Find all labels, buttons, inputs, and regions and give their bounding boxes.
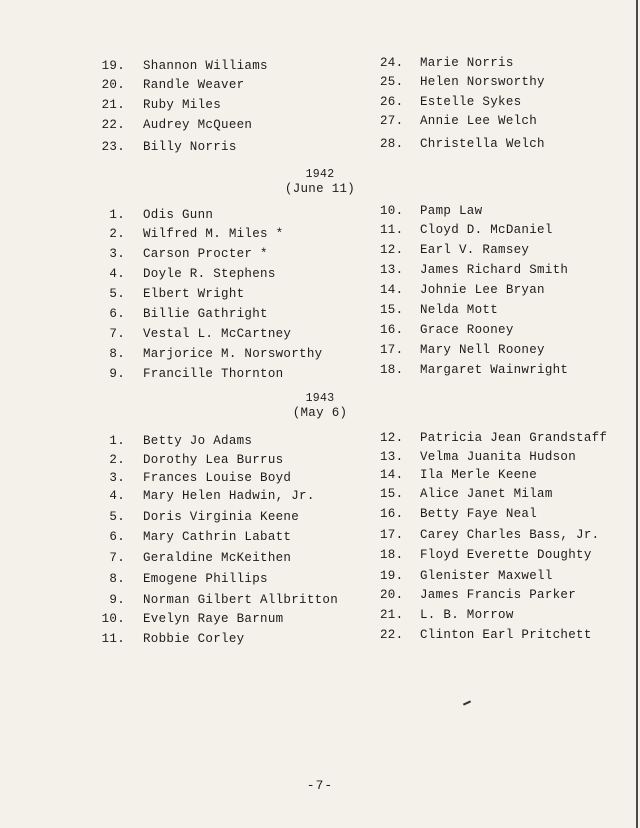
- list-item: [101, 592, 338, 608]
- list-item: [380, 430, 607, 446]
- entry-name: Earl V. Ramsey: [420, 243, 530, 257]
- entry-name: Shannon Williams: [143, 59, 268, 73]
- entry-number: 17.: [380, 528, 404, 542]
- list-item: [101, 226, 283, 242]
- list-item: [380, 242, 529, 258]
- entry-number: 8.: [109, 347, 125, 361]
- section-heading-1942: [0, 167, 640, 197]
- entry-number: 14.: [380, 283, 404, 297]
- entry-number: 18.: [380, 548, 404, 562]
- entry-number: 20.: [380, 588, 404, 602]
- entry-number: 1.: [109, 208, 125, 222]
- entry-name: Francille Thornton: [143, 367, 284, 381]
- list-item: [101, 77, 244, 93]
- page-number: -7-: [306, 778, 334, 793]
- section-date: (May 6): [292, 406, 348, 420]
- list-item: [380, 587, 576, 603]
- list-item: [101, 631, 244, 647]
- entry-name: Doris Virginia Keene: [143, 510, 300, 524]
- stray-mark: [463, 700, 471, 705]
- entry-name: Frances Louise Boyd: [143, 471, 292, 485]
- entry-name: L. B. Morrow: [420, 608, 514, 622]
- entry-number: 3.: [109, 471, 125, 485]
- entry-number: 11.: [101, 632, 125, 646]
- list-item: [101, 571, 268, 587]
- entry-name: Alice Janet Milam: [420, 487, 553, 501]
- entry-number: 19.: [380, 569, 404, 583]
- entry-number: 15.: [380, 303, 404, 317]
- entry-number: 11.: [380, 223, 404, 237]
- entry-number: 2.: [109, 227, 125, 241]
- entry-name: Christella Welch: [420, 137, 545, 151]
- list-item: [101, 509, 299, 525]
- list-item: [380, 568, 553, 584]
- entry-number: 18.: [380, 363, 404, 377]
- list-item: [380, 527, 599, 543]
- entry-number: 1.: [109, 434, 125, 448]
- list-item: [101, 207, 213, 223]
- entry-name: Velma Juanita Hudson: [420, 450, 577, 464]
- entry-name: Nelda Mott: [420, 303, 499, 317]
- list-item: [101, 246, 268, 262]
- entry-number: 5.: [109, 510, 125, 524]
- entry-name: Doyle R. Stephens: [143, 267, 276, 281]
- list-item: [101, 550, 291, 566]
- entry-number: 27.: [380, 114, 404, 128]
- entry-name: Cloyd D. McDaniel: [420, 223, 553, 237]
- list-item: [380, 282, 545, 298]
- section-heading-1943: [0, 391, 640, 421]
- list-item: [380, 547, 592, 563]
- list-item: [101, 286, 244, 302]
- entry-number: 19.: [101, 59, 125, 73]
- entry-number: 16.: [380, 507, 404, 521]
- entry-number: 7.: [109, 551, 125, 565]
- entry-name: Odis Gunn: [143, 208, 214, 222]
- list-item: [101, 58, 268, 74]
- entry-number: 17.: [380, 343, 404, 357]
- list-item: [380, 449, 576, 465]
- entry-name: Glenister Maxwell: [420, 569, 553, 583]
- list-item: [380, 322, 514, 338]
- entry-number: 23.: [101, 140, 125, 154]
- list-item: [101, 611, 283, 627]
- entry-name: Robbie Corley: [143, 632, 245, 646]
- section-year: 1942: [305, 168, 335, 181]
- entry-number: 24.: [380, 56, 404, 70]
- list-item: [380, 506, 537, 522]
- entry-number: 13.: [380, 450, 404, 464]
- list-item: [101, 266, 276, 282]
- entry-name: Patricia Jean Grandstaff: [420, 431, 608, 445]
- list-item: [101, 470, 291, 486]
- entry-number: 2.: [109, 453, 125, 467]
- entry-number: 8.: [109, 572, 125, 586]
- entry-name: James Francis Parker: [420, 588, 577, 602]
- entry-number: 4.: [109, 489, 125, 503]
- entry-name: Billy Norris: [143, 140, 237, 154]
- entry-name: Emogene Phillips: [143, 572, 268, 586]
- list-item: [380, 342, 545, 358]
- entry-name: Dorothy Lea Burrus: [143, 453, 284, 467]
- entry-number: 13.: [380, 263, 404, 277]
- entry-name: Carson Procter *: [143, 247, 268, 261]
- entry-number: 10.: [101, 612, 125, 626]
- section-year: 1943: [305, 392, 335, 405]
- entry-name: Audrey McQueen: [143, 118, 253, 132]
- entry-name: Mary Nell Rooney: [420, 343, 545, 357]
- entry-number: 4.: [109, 267, 125, 281]
- list-item: [101, 366, 283, 382]
- list-item: [380, 362, 568, 378]
- entry-name: Norman Gilbert Allbritton: [143, 593, 339, 607]
- entry-name: Marie Norris: [420, 56, 514, 70]
- list-item: [101, 117, 252, 133]
- entry-name: Floyd Everette Doughty: [420, 548, 592, 562]
- list-item: [380, 55, 514, 71]
- list-item: [380, 467, 537, 483]
- list-item: [101, 529, 291, 545]
- list-item: [101, 139, 237, 155]
- entry-name: Helen Norsworthy: [420, 75, 545, 89]
- entry-number: 5.: [109, 287, 125, 301]
- entry-name: Vestal L. McCartney: [143, 327, 292, 341]
- entry-name: Randle Weaver: [143, 78, 245, 92]
- entry-name: Evelyn Raye Barnum: [143, 612, 284, 626]
- entry-number: 16.: [380, 323, 404, 337]
- entry-number: 15.: [380, 487, 404, 501]
- entry-name: Elbert Wright: [143, 287, 245, 301]
- entry-number: 3.: [109, 247, 125, 261]
- entry-name: Clinton Earl Pritchett: [420, 628, 592, 642]
- entry-name: Johnie Lee Bryan: [420, 283, 545, 297]
- list-item: [101, 346, 322, 362]
- entry-number: 10.: [380, 204, 404, 218]
- entry-name: Estelle Sykes: [420, 95, 522, 109]
- entry-name: Mary Helen Hadwin, Jr.: [143, 489, 315, 503]
- list-item: [101, 488, 315, 504]
- list-item: [380, 486, 553, 502]
- entry-number: 14.: [380, 468, 404, 482]
- entry-name: Mary Cathrin Labatt: [143, 530, 292, 544]
- entry-name: Margaret Wainwright: [420, 363, 569, 377]
- list-item: [380, 113, 537, 129]
- entry-number: 25.: [380, 75, 404, 89]
- entry-number: 20.: [101, 78, 125, 92]
- list-item: [101, 97, 221, 113]
- list-item: [101, 433, 252, 449]
- entry-number: 12.: [380, 243, 404, 257]
- entry-name: Geraldine McKeithen: [143, 551, 292, 565]
- entry-number: 7.: [109, 327, 125, 341]
- entry-name: Grace Rooney: [420, 323, 514, 337]
- list-item: [101, 306, 268, 322]
- list-item: [380, 222, 553, 238]
- entry-number: 12.: [380, 431, 404, 445]
- entry-number: 6.: [109, 307, 125, 321]
- list-item: [380, 203, 482, 219]
- list-item: [380, 136, 545, 152]
- entry-name: Pamp Law: [420, 204, 483, 218]
- entry-number: 6.: [109, 530, 125, 544]
- entry-number: 22.: [380, 628, 404, 642]
- list-item: [380, 607, 514, 623]
- entry-name: Betty Jo Adams: [143, 434, 253, 448]
- list-item: [101, 452, 283, 468]
- entry-name: Betty Faye Neal: [420, 507, 538, 521]
- entry-name: Billie Gathright: [143, 307, 268, 321]
- list-item: [380, 262, 568, 278]
- entry-name: Annie Lee Welch: [420, 114, 538, 128]
- entry-number: 22.: [101, 118, 125, 132]
- entry-name: Carey Charles Bass, Jr.: [420, 528, 600, 542]
- entry-number: 21.: [101, 98, 125, 112]
- entry-name: Ila Merle Keene: [420, 468, 538, 482]
- entry-number: 26.: [380, 95, 404, 109]
- section-date: (June 11): [284, 182, 356, 196]
- entry-name: Ruby Miles: [143, 98, 222, 112]
- entry-number: 9.: [109, 593, 125, 607]
- list-item: [380, 94, 521, 110]
- entry-name: Marjorice M. Norsworthy: [143, 347, 323, 361]
- list-item: [101, 326, 291, 342]
- list-item: [380, 302, 498, 318]
- list-item: [380, 74, 545, 90]
- entry-number: 21.: [380, 608, 404, 622]
- entry-number: 9.: [109, 367, 125, 381]
- entry-name: Wilfred M. Miles *: [143, 227, 284, 241]
- entry-name: James Richard Smith: [420, 263, 569, 277]
- list-item: [380, 627, 592, 643]
- entry-number: 28.: [380, 137, 404, 151]
